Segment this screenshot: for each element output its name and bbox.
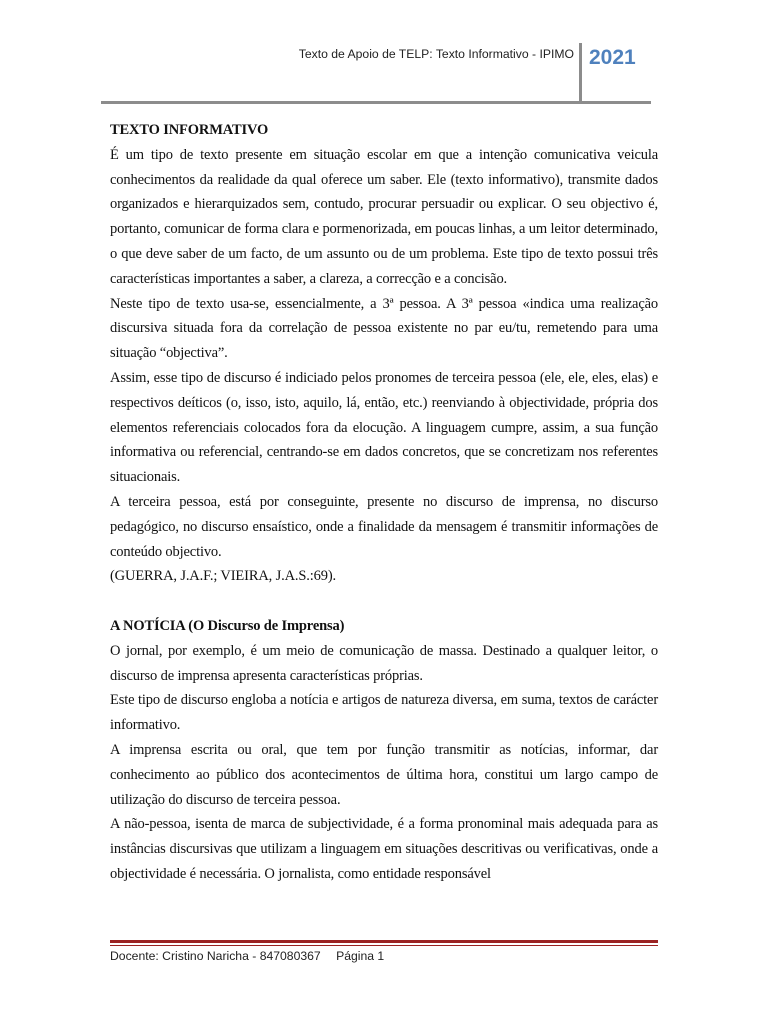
footer-divider-thin [110,945,658,946]
paragraph: Neste tipo de texto usa-se, essencialmente, a 3ª pessoa. A 3ª pessoa «indica uma realização discursiva situada fora da correlação de pessoa existente no par eu/tu, remetendo para uma situação “objectiva”. [110,295,658,362]
paragraph: A imprensa escrita ou oral, que tem por função transmitir as notícias, informar, dar conhecimento ao público dos acontecimentos de última hora, constitui um largo campo de utilização do discurso de terceira pessoa. [110,741,658,808]
citation: (GUERRA, J.A.F.; VIEIRA, J.A.S.:69). [110,568,336,585]
footer-author: Docente: Cristino Naricha - 847080367 [110,949,321,963]
section-heading-texto-informativo: TEXTO INFORMATIVO [110,122,269,138]
paragraph: A terceira pessoa, está por conseguinte, presente no discurso de imprensa, no discurso pedagógico, no discurso ensaístico, onde a finalidade da mensagem é transmitir informações de conteúdo objectivo. [110,493,658,560]
paragraph: Assim, esse tipo de discurso é indiciado pelos pronomes de terceira pessoa (ele, ele, eles, elas) e respectivos deíticos (o, isso, isto, aquilo, lá, então, etc.) reenviando à objectividade, própria dos elementos referenciais colocados fora da elocução. A linguagem cumpre, assim, a sua função informativa ou referencial, centrando-se em dados concretos, que se concretizam nos referentes situacionais. [110,369,658,486]
paragraph: A não-pessoa, isenta de marca de subjectividade, é a forma pronominal mais adequada para as instâncias discursivas que utilizam a linguagem em situações descritivas ou verificativas, onde a objectividade é necessária. O jornalista, como entidade responsável [110,816,658,882]
footer-page-number: Página 1 [336,949,385,963]
document-body [110,118,658,887]
paragraph: O jornal, por exemplo, é um meio de comunicação de massa. Destinado a qualquer leitor, o discurso de imprensa apresenta características próprias. [110,642,658,684]
section-heading-noticia: A NOTÍCIA (O Discurso de Imprensa) [110,617,345,634]
header-vertical-divider [579,43,582,104]
footer [110,949,384,963]
header-year: 2021 [589,46,636,69]
paragraph: É um tipo de texto presente em situação escolar em que a intenção comunicativa veicula conhecimentos da realidade da qual oferece um saber. Ele (texto informativo), transmite dados organizados e hierarquizados sem, contudo, procurar persuadir ou explicar. O seu objectivo é, portanto, comunicar de forma clara e pormenorizada, em poucas linhas, a um leitor determinado, o que deve saber de um facto, de um assunto ou de um problema. Este tipo de texto possui três características importantes a saber, a clareza, a correcção e a concisão. [110,146,658,287]
footer-divider-thick [110,940,658,943]
paragraph: Este tipo de discurso engloba a notícia e artigos de natureza diversa, em suma, textos de carácter informativo. [110,692,658,734]
blank-line [110,589,658,614]
header-divider [101,101,651,104]
header-title: Texto de Apoio de TELP: Texto Informativo - IPIMO [298,47,574,61]
